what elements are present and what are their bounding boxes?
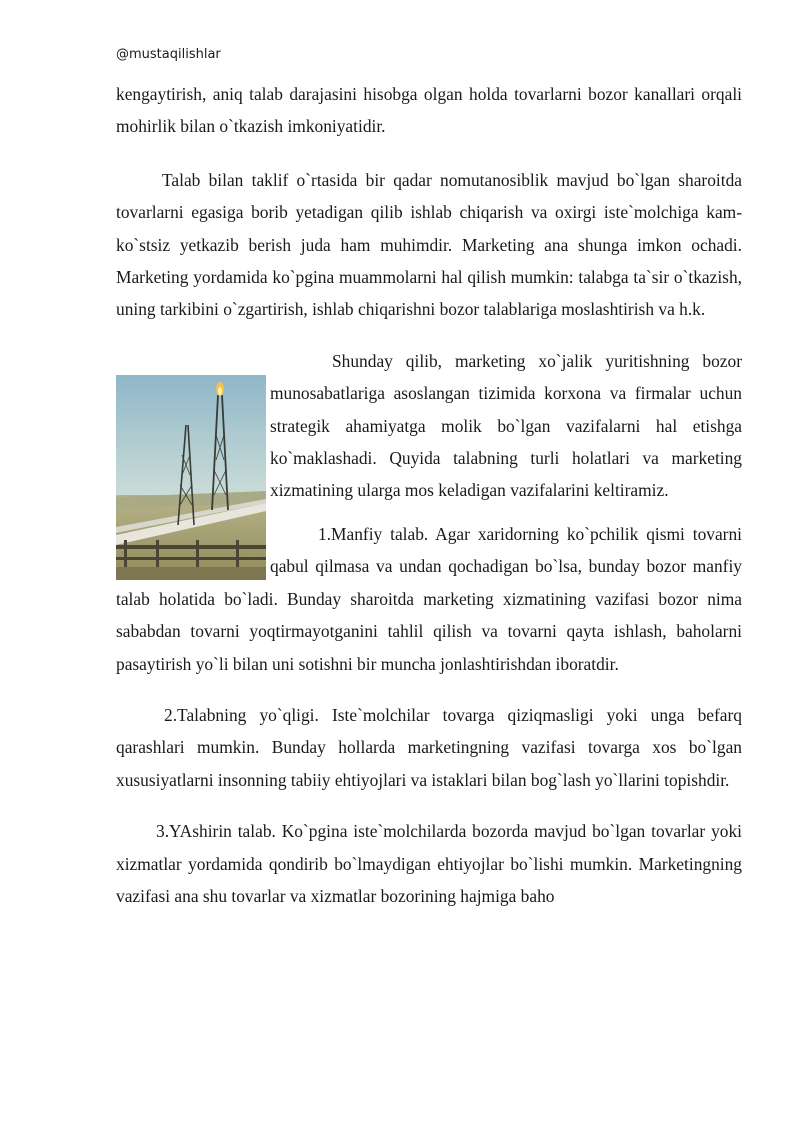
page-header-watermark: @mustaqilishlar <box>116 47 221 62</box>
paragraph-4: 1.Manfiy talab. Agar xaridorning ko`pchilik qismi tovarni qabul qilmasa va undan qochadigan bo`lsa, bunday bozor manfiy talab holatida bo`ladi. Bunday sharoitda marketing xizmatining vazifasi bozor nima sababdan tovarni yoqtirmayotganini tahlil qilish va tovarni qayta ishlash, baholarni pasaytirish yo`li bilan uni sotishni bir muncha jonlashtirishdan iboratdir. <box>116 523 742 674</box>
paragraph-6: 3.YAshirin talab. Ko`pgina iste`molchilarda bozorda mavjud bo`lgan tovarlar yoki xizmatlar yordamida qondirib bo`lmaydigan ehtiyojlar bo`lishi mumkin. Marketingning vazifasi ana shu tovarlar va xizmatlar bozorining hajmiga baho <box>116 821 742 906</box>
figure-wrap-block <box>116 345 742 680</box>
paragraph-5: 2.Talabning yo`qligi. Iste`molchilar tovarga qiziqmasligi yoki unga befarq qarashlari mumkin. Bunday hollarda marketingning vazifasi tovarga xos bo`lgan xususiyatlarni insonning tabiiy ehtiyojlari va istaklari bilan bog`lash yo`llarini topishdir. <box>116 704 742 790</box>
paragraph-3: Shunday qilib, marketing xo`jalik yuritishning bozor munosabatlariga asoslangan tizimida korxona va firmalar uchun strategik ahamiyatga molik bo`lgan vazifalarni hal etishga ko`maklashadi. Quyida talabning turli holatlari va marketing xizmatining ularga mos keladigan vazifalarini keltiramiz. <box>270 350 742 501</box>
paragraph-1: kengaytirish, aniq talab darajasini hisobga olgan holda tovarlarni bozor kanallari orqali mohirlik bilan o`tkazish imkoniyatidir. <box>116 84 742 137</box>
document-body <box>116 78 742 912</box>
paragraph-2: Talab bilan taklif o`rtasida bir qadar nomutanosiblik mavjud bo`lgan sharoitda tovarlarni egasiga borib yetadigan qilib ishlab chiqarish va oxirgi iste`molchiga kam-ko`stsiz yetkazib berish juda ham muhimdir. Marketing ana shunga imkon ochadi. Marketing yordamida ko`pgina muammolarni hal qilish mumkin: talabga ta`sir o`tkazish, uning tarkibini o`zgartirish, ishlab chiqarishni bozor talablariga moslashtirish va h.k. <box>116 169 742 320</box>
oil-derricks-photo <box>116 375 266 580</box>
